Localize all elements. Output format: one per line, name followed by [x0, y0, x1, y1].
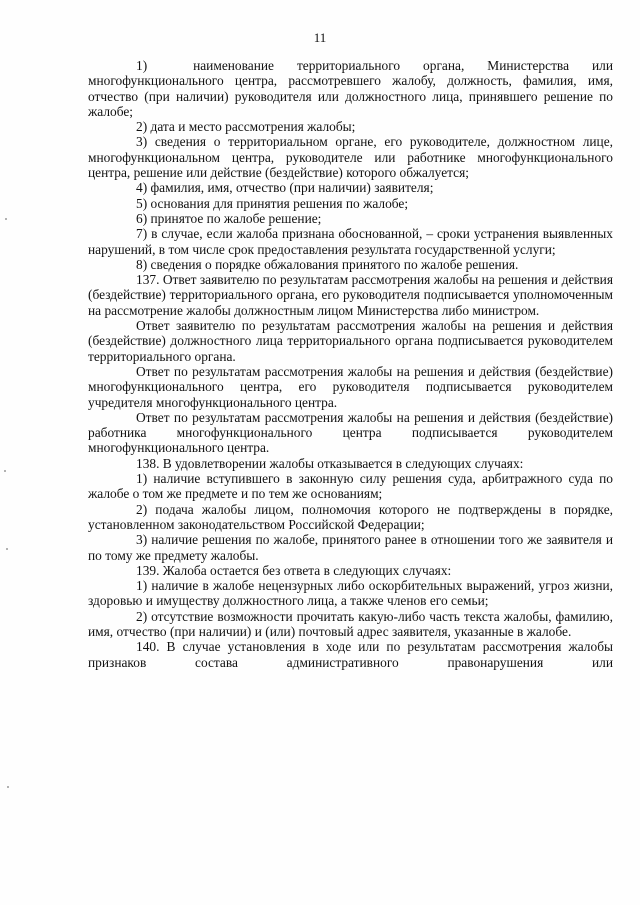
- document-body: [88, 58, 613, 670]
- paragraph-item-6: 6) принятое по жалобе решение;: [136, 210, 322, 226]
- scan-speck: [4, 470, 6, 472]
- paragraph-item-7: 7) в случае, если жалоба признана обоснованной, – сроки устранения выявленных нарушений, в том числе срок предоставления результата государственной услуги;: [88, 226, 613, 257]
- paragraph-item-4: 4) фамилия, имя, отчество (при наличии) заявителя;: [136, 180, 434, 196]
- paragraph-138-item-3: 3) наличие решения по жалобе, принятого ранее в отношении того же заявителя и по тому же предмету жалобы.: [88, 532, 613, 563]
- paragraph-item-5: 5) основания для принятия решения по жалобе;: [136, 195, 409, 211]
- scan-speck: [7, 786, 9, 788]
- paragraph-item-8: 8) сведения о порядке обжалования принятого по жалобе решения.: [136, 256, 519, 272]
- page-number: 11: [313, 30, 327, 45]
- paragraph-item-2: 2) дата и место рассмотрения жалобы;: [136, 119, 356, 135]
- paragraph-138-item-2: 2) подача жалобы лицом, полномочия которого не подтверждены в порядке, установленном законодательством Российской Федерации;: [88, 501, 613, 532]
- paragraph-138: 138. В удовлетворении жалобы отказывается в следующих случаях:: [136, 455, 524, 471]
- paragraph-137-territorial-official: Ответ заявителю по результатам рассмотрения жалобы на решения и действия (бездействие) должностного лица территориального органа подписывается руководителем территориального органа.: [88, 318, 613, 364]
- paragraph-137: 137. Ответ заявителю по результатам рассмотрения жалобы на решения и действия (бездействие) территориального органа, его руководителя подписывается уполномоченным на рассмотрение жалобы должностным лицом Министерства либо министром.: [88, 272, 613, 318]
- scan-speck: [5, 218, 7, 220]
- paragraph-139: 139. Жалоба остается без ответа в следующих случаях:: [136, 562, 452, 578]
- paragraph-item-3: 3) сведения о территориальном органе, его руководителе, должностном лице, многофункциональном центра, руководителе или работнике многофункционального центра, решение или действие (бездействие) которого обжалуется;: [88, 134, 613, 181]
- paragraph-item-1: 1) наименование территориального органа, Министерства или многофункционального центра, рассмотревшего жалобу, должность, фамилия, имя, отчество (при наличии) руководителя или должностного лица, принявшего решение по жалобе;: [88, 58, 613, 119]
- scan-speck: [6, 548, 8, 550]
- paragraph-137-mfc-worker: Ответ по результатам рассмотрения жалобы на решения и действия (бездействие) работника многофункционального центра подписывается руководителем многофункционального центра.: [88, 409, 613, 456]
- paragraph-140: 140. В случае установления в ходе или по результатам рассмотрения жалобы признаков состава административного правонарушения или: [88, 639, 613, 670]
- paragraph-137-mfc: Ответ по результатам рассмотрения жалобы на решения и действия (бездействие) многофункционального центра, его руководителя подписывается руководителем учредителя многофункционального центра.: [88, 363, 613, 410]
- paragraph-139-item-1: 1) наличие в жалобе нецензурных либо оскорбительных выражений, угроз жизни, здоровью и имуществу должностного лица, а также членов его семьи;: [88, 578, 613, 609]
- paragraph-139-item-2: 2) отсутствие возможности прочитать какую-либо часть текста жалобы, фамилию, имя, отчество (при наличии) и (или) почтовый адрес заявителя, указанные в жалобе.: [88, 608, 613, 639]
- paragraph-138-item-1: 1) наличие вступившего в законную силу решения суда, арбитражного суда по жалобе о том же предмете и по тем же основаниям;: [88, 471, 613, 502]
